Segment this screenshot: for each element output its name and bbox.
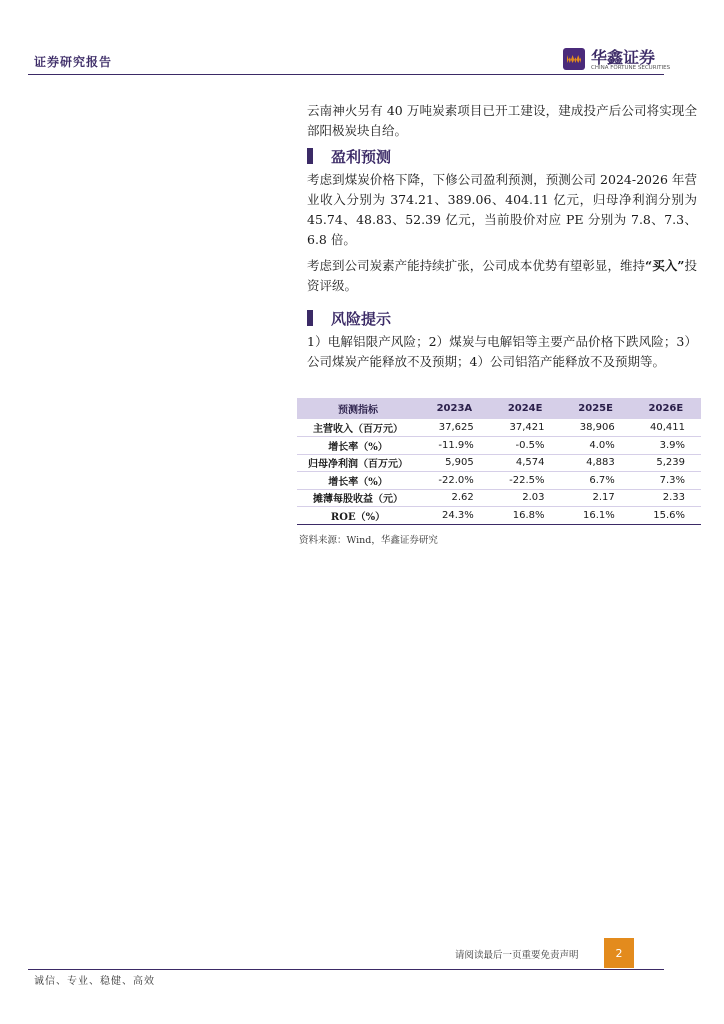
- logo-mark-icon: [563, 48, 585, 70]
- section-marker: [307, 310, 313, 326]
- table-cell: 15.6%: [631, 507, 701, 525]
- footer-divider: [28, 969, 664, 970]
- table-row: [297, 437, 701, 455]
- risk-section-heading: [307, 307, 391, 329]
- section-marker: [307, 148, 313, 164]
- table-cell: -0.5%: [490, 437, 561, 455]
- company-logo: [563, 45, 671, 73]
- rating-value: “买入”: [645, 258, 685, 273]
- table-header-cell: 2023A: [419, 398, 490, 419]
- table-cell: 16.8%: [490, 507, 561, 525]
- disclaimer-note: 请阅读最后一页重要免责声明: [455, 950, 579, 961]
- intro-paragraph: 云南神火另有 40 万吨炭素项目已开工建设，建成投产后公司将实现全部阳极炭块自给。: [307, 103, 697, 138]
- table-row: [297, 507, 701, 525]
- table-cell: 2.33: [631, 489, 701, 507]
- table-row: [297, 419, 701, 437]
- table-cell: -22.0%: [419, 472, 490, 490]
- table-cell: -11.9%: [419, 437, 490, 455]
- table-header-cell: 预测指标: [297, 398, 419, 419]
- table-header-cell: 2025E: [561, 398, 631, 419]
- forecast-paragraph-2: [307, 256, 697, 296]
- table-row: [297, 489, 701, 507]
- table-cell: 40,411: [631, 419, 701, 437]
- table-row: [297, 472, 701, 490]
- table-cell: 5,239: [631, 454, 701, 472]
- table-cell: 2.62: [419, 489, 490, 507]
- table-header-cell: 2026E: [631, 398, 701, 419]
- risk-heading-text: 风险提示: [331, 309, 392, 328]
- table-cell: 4.0%: [561, 437, 631, 455]
- table-cell: -22.5%: [490, 472, 561, 490]
- logo-name-cn: 华鑫证券: [591, 48, 656, 67]
- table-source-note: 资料来源：Wind，华鑫证券研究: [299, 535, 438, 546]
- forecast-section-heading: [307, 145, 391, 167]
- table-cell: 3.9%: [631, 437, 701, 455]
- forecast-paragraph-1: 考虑到煤炭价格下降，下修公司盈利预测，预测公司 2024-2026 年营业收入分别为 374.21、389.06、404.11 亿元，归母净利润分别为 45.74、48.83、52.39 亿元，当前股价对应 PE 分别为 7.8、7.3、6.8 倍。: [307, 172, 697, 247]
- table-header-cell: 2024E: [490, 398, 561, 419]
- rating-text-after: 投资评级。: [307, 258, 697, 293]
- table-cell: 37,421: [490, 419, 561, 437]
- rating-text-before: 考虑到公司炭素产能持续扩张，公司成本优势有望彰显，维持: [307, 258, 646, 273]
- page-number: 2: [604, 938, 634, 968]
- row-label: 摊薄每股收益（元）: [297, 489, 419, 507]
- table-cell: 4,574: [490, 454, 561, 472]
- forecast-table: [297, 398, 701, 525]
- table-cell: 2.17: [561, 489, 631, 507]
- table-cell: 5,905: [419, 454, 490, 472]
- row-label: 增长率（%）: [297, 437, 419, 455]
- table-cell: 16.1%: [561, 507, 631, 525]
- company-motto: 诚信、专业、稳健、高效: [34, 976, 155, 987]
- table-cell: 4,883: [561, 454, 631, 472]
- logo-name-en: CHINA FORTUNE SECURITIES: [591, 65, 671, 71]
- header-divider: [28, 74, 664, 75]
- report-type-title: 证券研究报告: [34, 55, 113, 69]
- row-label: ROE（%）: [297, 507, 419, 525]
- row-label: 归母净利润（百万元）: [297, 454, 419, 472]
- table-cell: 37,625: [419, 419, 490, 437]
- risk-paragraph: 1）电解铝限产风险；2）煤炭与电解铝等主要产品价格下跌风险；3）公司煤炭产能释放不及预期；4）公司铝箔产能释放不及预期等。: [307, 334, 697, 369]
- table-cell: 38,906: [561, 419, 631, 437]
- table-cell: 2.03: [490, 489, 561, 507]
- table-row: [297, 454, 701, 472]
- row-label: 主营收入（百万元）: [297, 419, 419, 437]
- forecast-heading-text: 盈利预测: [331, 147, 392, 166]
- row-label: 增长率（%）: [297, 472, 419, 490]
- table-header-row: [297, 398, 701, 419]
- table-cell: 6.7%: [561, 472, 631, 490]
- table-cell: 7.3%: [631, 472, 701, 490]
- table-cell: 24.3%: [419, 507, 490, 525]
